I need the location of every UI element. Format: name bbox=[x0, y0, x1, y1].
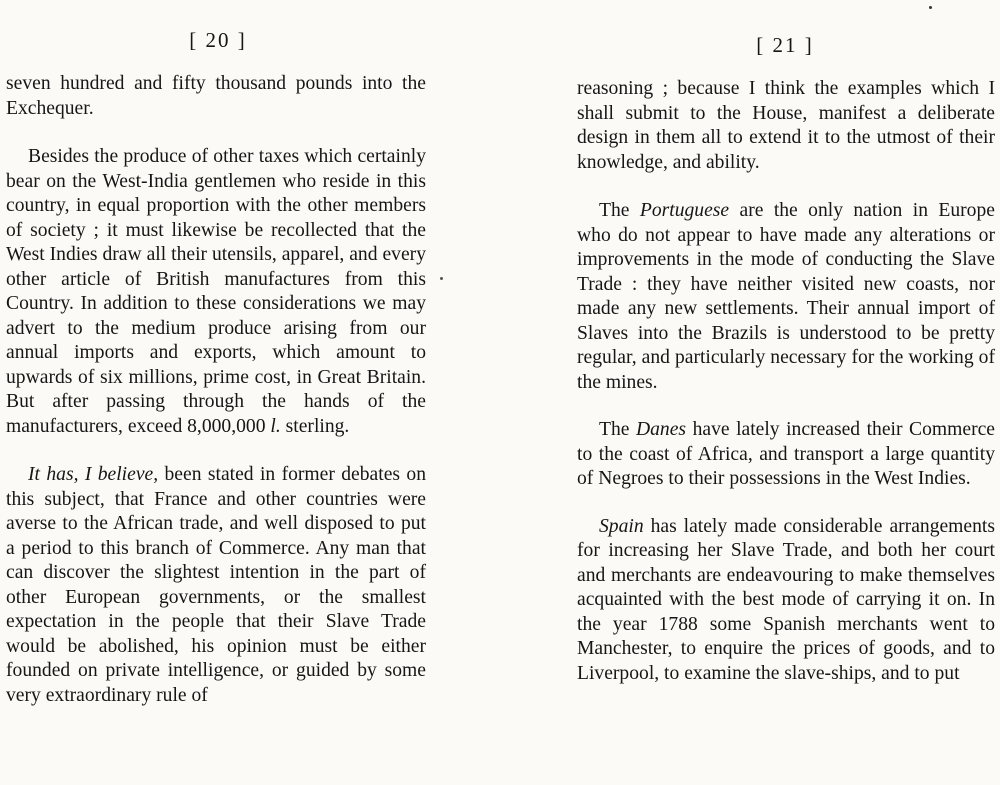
left-paragraph-3-italic: It has, I believe, bbox=[28, 464, 159, 485]
left-paragraph-2 bbox=[6, 145, 426, 439]
right-paragraph-3 bbox=[577, 418, 995, 492]
right-paragraph-4 bbox=[577, 515, 995, 687]
left-page-body bbox=[6, 72, 426, 708]
right-paragraph-4-text: has lately made considerable arrangements for increasing her Slave Trade, and both her court and merchants are endeavouring to make themselves acquainted with the best mode of carrying it on. In the year 1788 some Spanish merchants went to Manchester, to enquire the prices of goods, and to Liverpool, to examine the slave-ships, and to put bbox=[577, 515, 995, 684]
right-paragraph-2 bbox=[577, 199, 995, 395]
right-paragraph-3-italic: Danes bbox=[635, 419, 687, 440]
right-page-body bbox=[577, 77, 995, 686]
left-page bbox=[0, 0, 440, 785]
right-paragraph-1: reasoning ; because I think the examples which I shall submit to the House, manifest a deliberate design in them all to extend it to the utmost of their knowledge, and ability. bbox=[577, 78, 995, 173]
left-paragraph-2-text: Besides the produce of other taxes which certainly bear on the West-India gentlemen who reside in this country, in equal proportion with the other members of society ; it must likewise be recollected that the West Indies draw all their utensils, apparel, and every other article of British manufactures from this Country. In addition to these considerations we may advert to the medium produce arising from our annual imports and exports, which amount to upwards of six millions, prime cost, in Great Britain. But after passing through the hands of the manufacturers, exceed 8,000,000 bbox=[6, 146, 426, 437]
right-page bbox=[560, 0, 1000, 785]
margin-dot bbox=[440, 277, 443, 280]
right-paragraph-2-a: The bbox=[599, 200, 640, 221]
left-page-number: [ 20 ] bbox=[189, 28, 247, 52]
left-paragraph-3-text: been stated in former debates on this subject, that France and other countries were averse to the African trade, and well disposed to put a period to this branch of Commerce. Any man that can discover the slightest intention in the part of other European governments, or the smallest expectation in the people that their Slave Trade would be abolished, his opinion must be either founded on private intelligence, or guided by some very extraordinary rule of bbox=[6, 464, 426, 706]
right-paragraph-2-b: are the only nation in Europe who do not appear to have made any alterations or improvements in the mode of conducting the Slave Trade : they have neither visited new coasts, nor made any new settlements. Their annual import of Slaves into the Brazils is understood to be pretty regular, and particularly necessary for the working of the mines. bbox=[577, 200, 995, 393]
left-paragraph-2-end: sterling. bbox=[280, 415, 350, 437]
right-paragraph-4-italic: Spain bbox=[599, 515, 644, 537]
left-paragraph-1: seven hundred and fifty thousand pounds into the Exchequer. bbox=[6, 73, 426, 119]
right-page-number: [ 21 ] bbox=[756, 33, 814, 57]
right-paragraph-2-italic: Portuguese bbox=[639, 200, 730, 221]
right-paragraph-3-a: The bbox=[599, 419, 636, 440]
left-paragraph-3 bbox=[6, 463, 426, 708]
right-paragraph-3-b: have lately increased their Commerce to the coast of Africa, and transport a large quantity of Negroes to their possessions in the West Indies. bbox=[577, 419, 995, 489]
left-paragraph-2-unit: l. bbox=[270, 415, 281, 437]
